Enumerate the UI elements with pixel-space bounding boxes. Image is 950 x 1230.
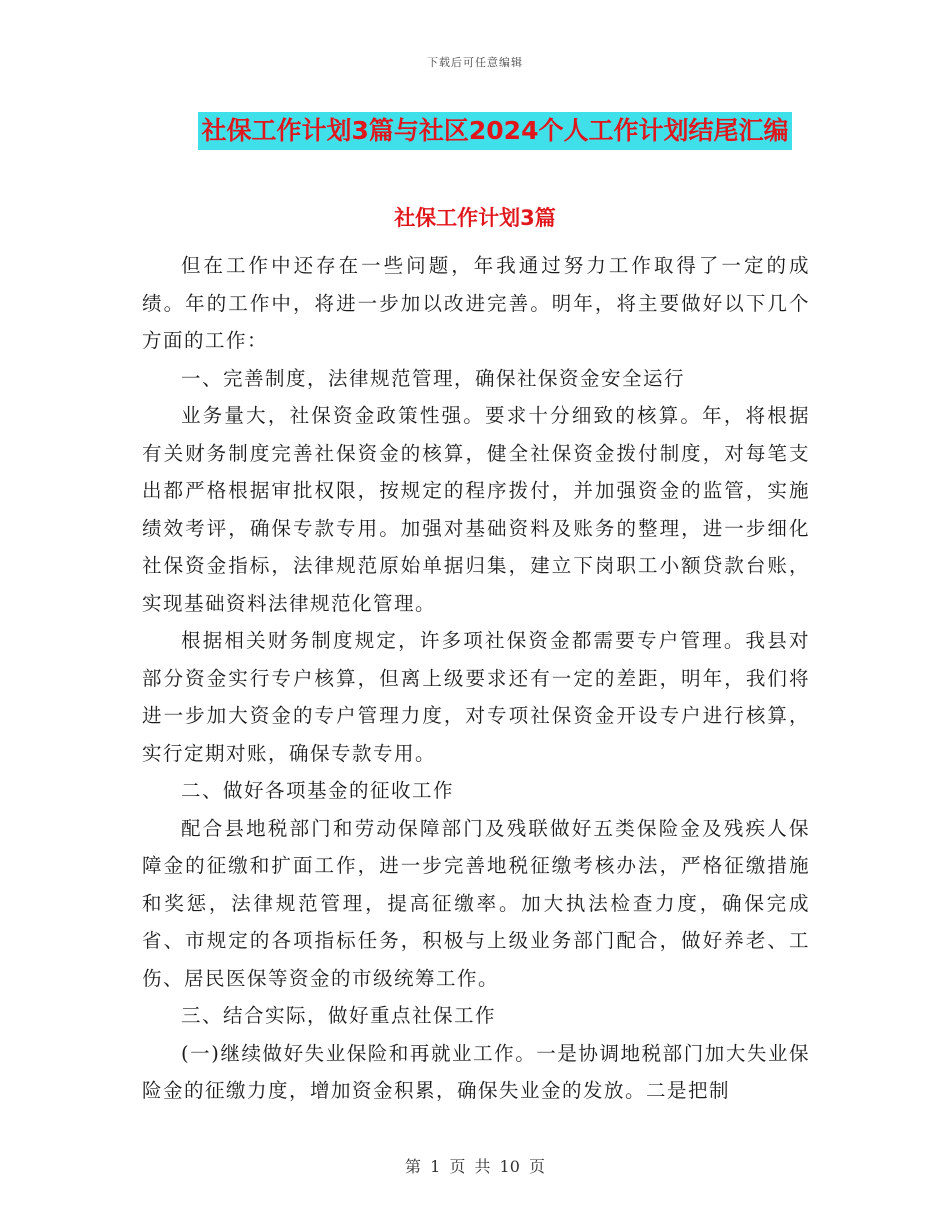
paragraph-intro: 但在工作中还存在一些问题，年我通过努力工作取得了一定的成绩。年的工作中，将进一步加以改进完善。明年，将主要做好以下几个方面的工作： [142, 254, 810, 352]
heading-two: 二、做好各项基金的征收工作 [181, 779, 455, 802]
section-title: 社保工作计划3篇 [394, 206, 556, 230]
paragraph-special-account: 根据相关财务制度规定，许多项社保资金都需要专户管理。我县对部分资金实行专户核算，但离上级要求还有一定的差距，明年，我们将进一步加大资金的专户管理力度，对专项社保资金开设专户进行核算，实行定期对账，确保专款专用。 [142, 629, 810, 765]
paragraph-collection: 配合县地税部门和劳动保障部门及残联做好五类保险金及残疾人保障金的征缴和扩面工作，进一步完善地税征缴考核办法，严格征缴措施和奖惩，法律规范管理，提高征缴率。加大执法检查力度，确保完成省、市规定的各项指标任务，积极与上级业务部门配合，做好养老、工伤、居民医保等资金的市级统筹工作。 [142, 816, 810, 990]
paragraph-accounting: 业务量大，社保资金政策性强。要求十分细致的核算。年，将根据有关财务制度完善社保资金的核算，健全社保资金拨付制度，对每笔支出都严格根据审批权限，按规定的程序拨付，并加强资金的监管，实施绩效考评，确保专款专用。加强对基础资料及账务的整理，进一步细化社保资金指标，法律规范原始单据归集，建立下岗职工小额贷款台账，实现基础资料法律规范化管理。 [142, 404, 810, 615]
header-note: 下载后可任意编辑 [427, 56, 523, 69]
heading-one: 一、完善制度，法律规范管理，确保社保资金安全运行 [181, 366, 686, 390]
document-body [142, 247, 810, 1110]
heading-three: 三、结合实际，做好重点社保工作 [181, 1004, 497, 1027]
title-wrap [0, 112, 950, 150]
paragraph-unemployment: (一)继续做好失业保险和再就业工作。一是协调地税部门加大失业保险金的征缴力度，增加资金积累，确保失业金的发放。二是把制 [142, 1041, 810, 1102]
document-title: 社保工作计划3篇与社区2024个人工作计划结尾汇编 [198, 112, 793, 150]
page-footer: 第 1 页 共 10 页 [405, 1157, 545, 1176]
